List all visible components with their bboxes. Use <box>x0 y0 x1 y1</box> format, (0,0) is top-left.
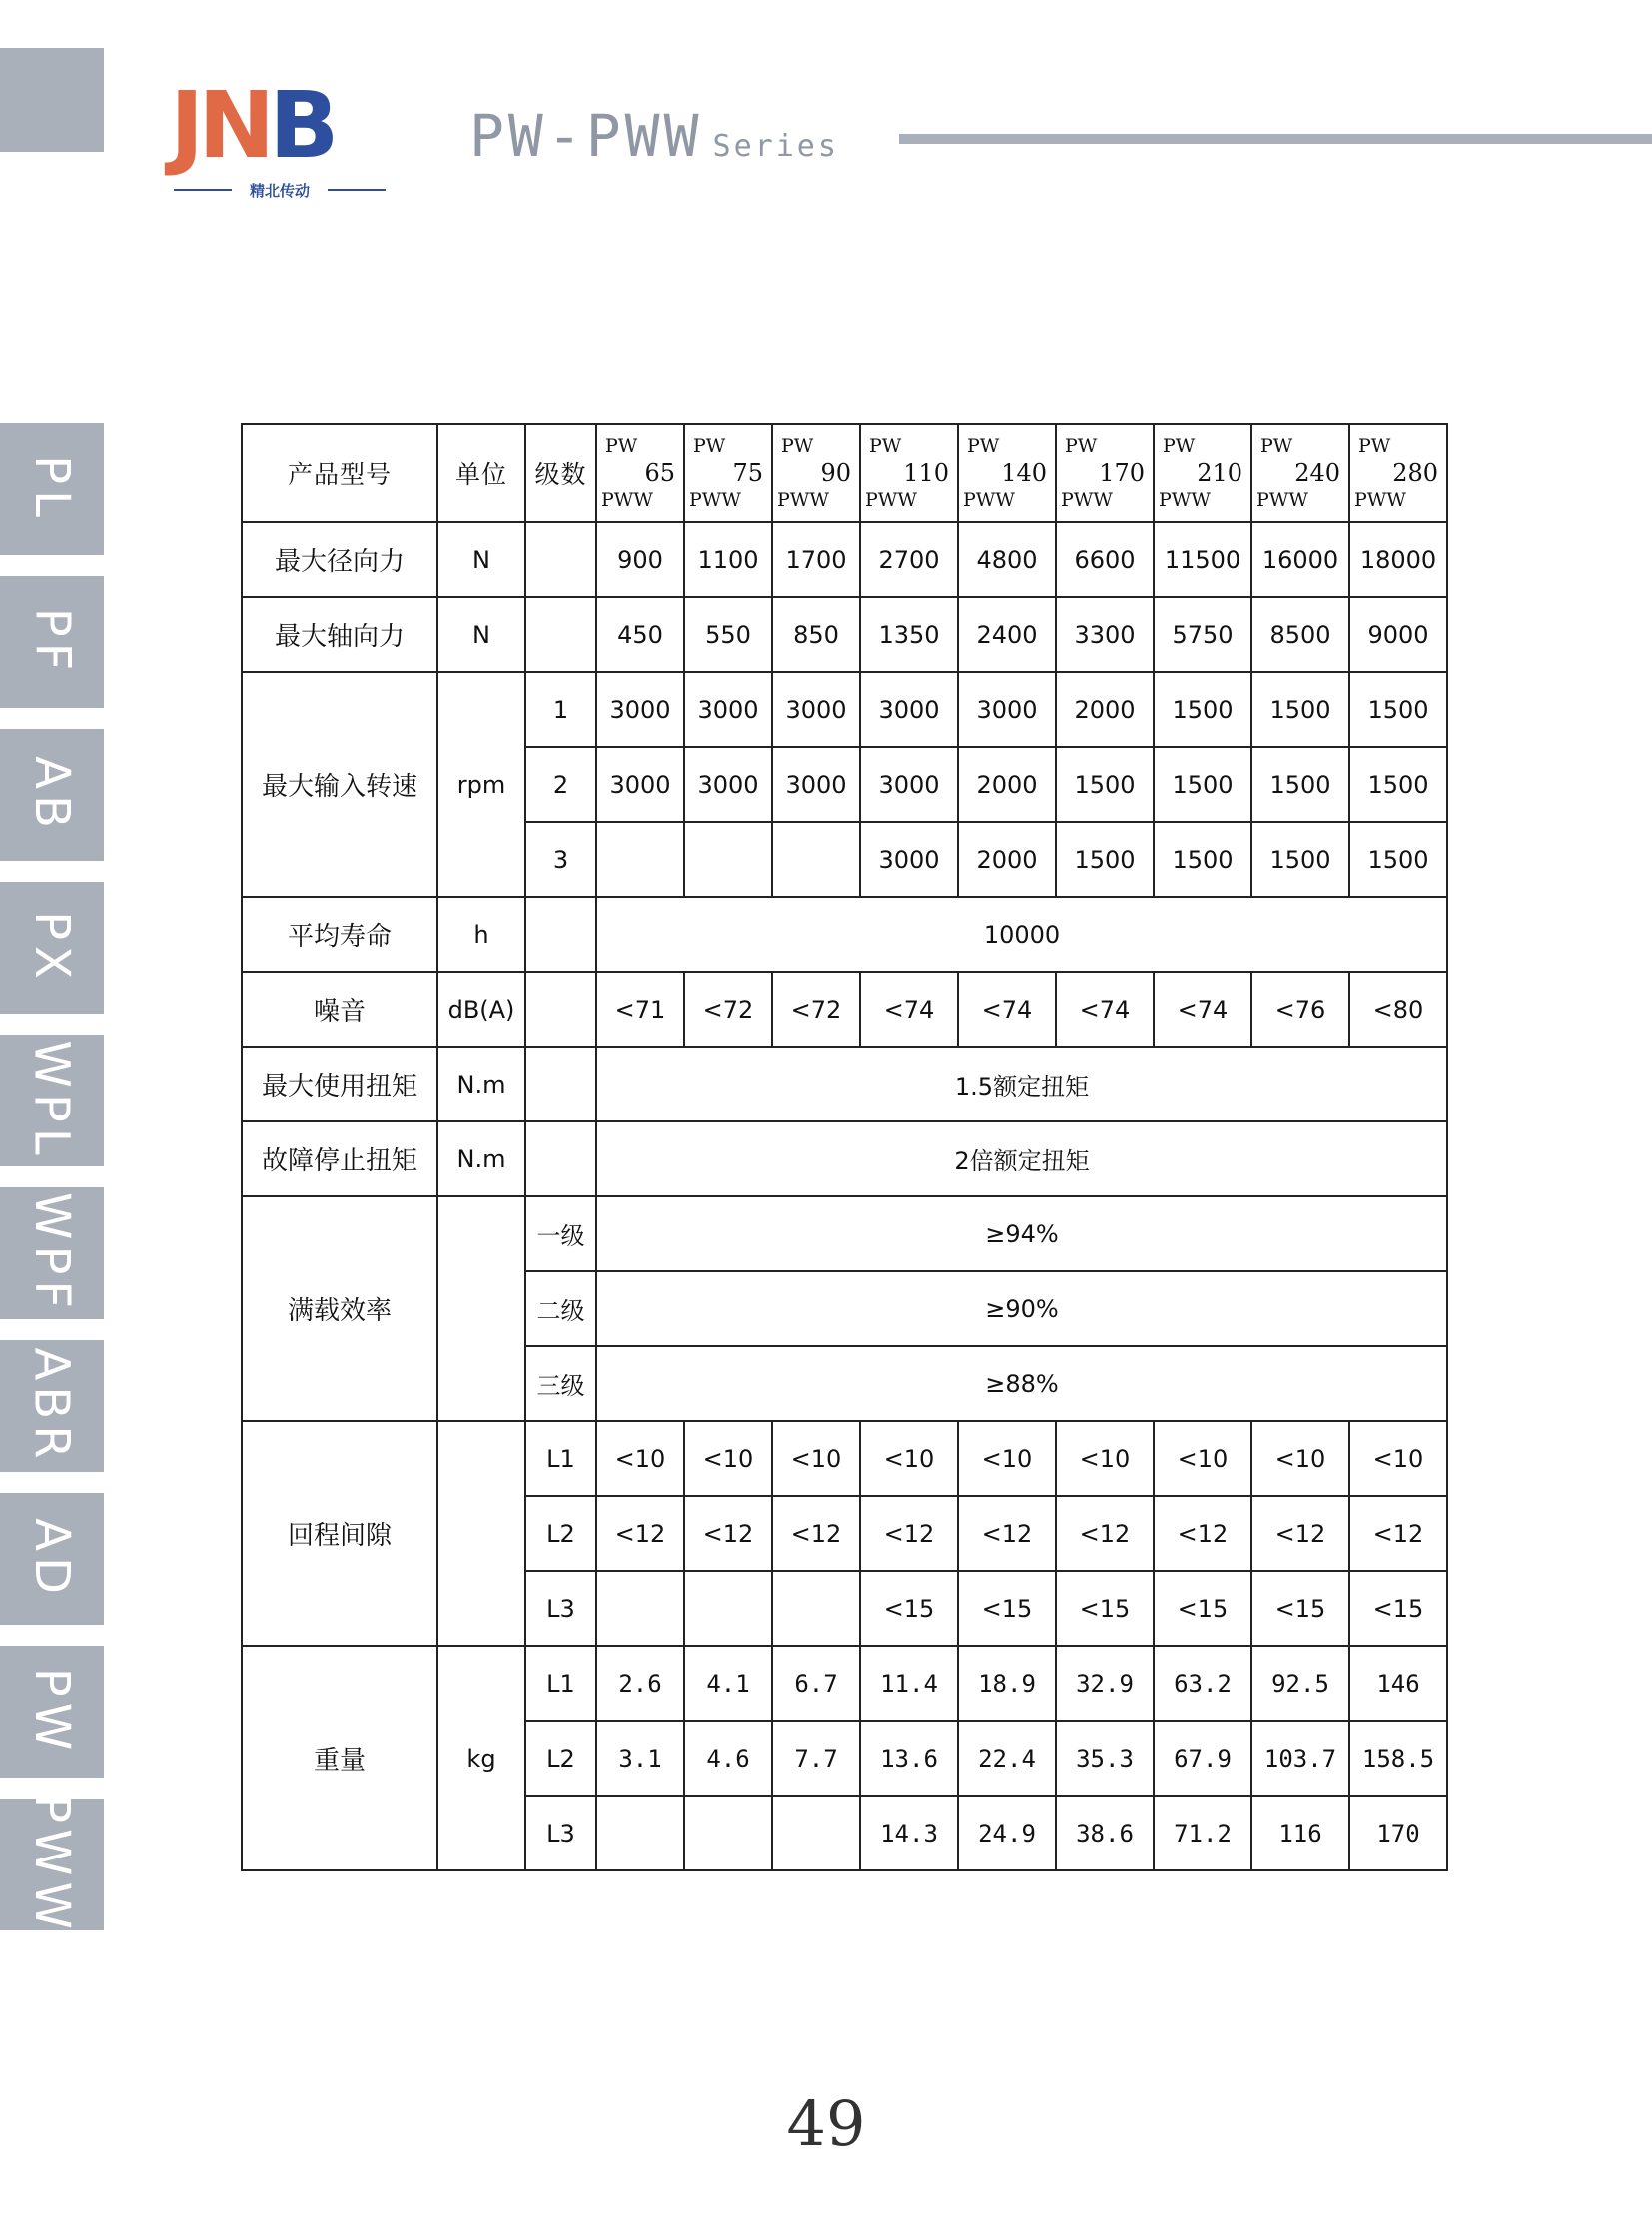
stage-cell: 1 <box>525 672 596 747</box>
value-cell: 32.9 <box>1056 1646 1154 1721</box>
value-cell: <10 <box>1154 1421 1251 1496</box>
header-model <box>1349 424 1447 522</box>
side-tab-label: PL <box>24 455 80 523</box>
header-model <box>1154 424 1251 522</box>
model-size: 90 <box>820 459 851 487</box>
value-cell: <15 <box>860 1571 958 1646</box>
header-rule <box>899 134 1652 144</box>
value-cell: <76 <box>1251 972 1349 1047</box>
max-torque-row <box>242 1047 1447 1121</box>
stage-cell: L1 <box>525 1421 596 1496</box>
value-cell: <74 <box>1056 972 1154 1047</box>
side-tab-label: AD <box>23 1518 80 1600</box>
value-cell: 1500 <box>1056 822 1154 897</box>
spec-table <box>241 423 1448 1871</box>
row-label: 回程间隙 <box>242 1421 437 1646</box>
row-label: 故障停止扭矩 <box>242 1121 437 1196</box>
backlash-row <box>242 1421 1447 1496</box>
value-cell: 2700 <box>860 522 958 597</box>
value-cell: 1500 <box>1154 822 1251 897</box>
value-cell: <71 <box>596 972 684 1047</box>
stage-cell: L2 <box>525 1496 596 1571</box>
value-cell: 3.1 <box>596 1721 684 1796</box>
stage-cell: L3 <box>525 1571 596 1646</box>
value-cell: 170 <box>1349 1796 1447 1870</box>
row-label: 最大径向力 <box>242 522 437 597</box>
logo-mark: JNB <box>170 72 334 179</box>
side-tab-pww[interactable] <box>0 1794 104 1935</box>
model-prefix-pww: PWW <box>689 489 741 511</box>
value-cell: <12 <box>1056 1496 1154 1571</box>
value-cell: <15 <box>1251 1571 1349 1646</box>
value-cell: 2400 <box>958 597 1056 672</box>
value-cell: 1500 <box>1349 822 1447 897</box>
model-prefix-pww: PWW <box>865 489 917 511</box>
row-label: 最大输入转速 <box>242 672 437 897</box>
stage-cell: 2 <box>525 747 596 822</box>
header-model <box>958 424 1056 522</box>
table-body <box>242 424 1447 1870</box>
model-prefix-pww: PWW <box>1061 489 1113 511</box>
side-tab-label: ABR <box>24 1347 80 1465</box>
value-cell: <15 <box>1154 1571 1251 1646</box>
radial-force-row <box>242 522 1447 597</box>
value-cell: 38.6 <box>1056 1796 1154 1870</box>
corner-block <box>0 48 104 152</box>
value-cell: 8500 <box>1251 597 1349 672</box>
side-tab-label: WPL <box>24 1040 80 1161</box>
row-unit: kg <box>437 1646 525 1870</box>
model-prefix-pw: PW <box>1260 435 1293 457</box>
noise-row <box>242 972 1447 1047</box>
value-cell <box>772 1796 860 1870</box>
model-prefix-pww: PWW <box>1159 489 1211 511</box>
stop-torque-row <box>242 1121 1447 1196</box>
value-cell: 1500 <box>1251 672 1349 747</box>
value-cell: 7.7 <box>772 1721 860 1796</box>
value-cell: 3000 <box>958 672 1056 747</box>
row-label: 最大轴向力 <box>242 597 437 672</box>
value-cell: 13.6 <box>860 1721 958 1796</box>
value-cell: <12 <box>596 1496 684 1571</box>
value-cell: 116 <box>1251 1796 1349 1870</box>
value-cell: <10 <box>1056 1421 1154 1496</box>
efficiency-row <box>242 1196 1447 1271</box>
value-cell: <10 <box>596 1421 684 1496</box>
model-size: 170 <box>1099 459 1145 487</box>
side-tab-label: WPF <box>24 1191 81 1315</box>
row-unit-empty <box>437 1196 525 1421</box>
value-cell: 1500 <box>1056 747 1154 822</box>
model-prefix-pww: PWW <box>1354 489 1406 511</box>
value-cell: 92.5 <box>1251 1646 1349 1721</box>
value-cell: 67.9 <box>1154 1721 1251 1796</box>
side-tab-ab[interactable] <box>0 729 104 861</box>
value-cell: 2000 <box>958 747 1056 822</box>
header-model <box>596 424 684 522</box>
side-tab-wpl[interactable] <box>0 1035 104 1166</box>
value-cell: 4800 <box>958 522 1056 597</box>
merged-value-cell: 1.5额定扭矩 <box>596 1047 1447 1121</box>
stage-cell: 二级 <box>525 1271 596 1346</box>
model-prefix-pww: PWW <box>777 489 829 511</box>
value-cell: <12 <box>860 1496 958 1571</box>
value-cell: <10 <box>1349 1421 1447 1496</box>
side-tab-label: PW <box>24 1667 80 1757</box>
merged-value-cell: 10000 <box>596 897 1447 972</box>
model-prefix-pw: PW <box>605 435 638 457</box>
stage-cell: L1 <box>525 1646 596 1721</box>
model-size: 75 <box>732 459 763 487</box>
value-cell: 850 <box>772 597 860 672</box>
merged-value-cell: ≥88% <box>596 1346 1447 1421</box>
value-cell: <12 <box>1251 1496 1349 1571</box>
value-cell: 24.9 <box>958 1796 1056 1870</box>
model-prefix-pw: PW <box>1358 435 1391 457</box>
value-cell: 18.9 <box>958 1646 1056 1721</box>
value-cell: 146 <box>1349 1646 1447 1721</box>
stage-cell: L2 <box>525 1721 596 1796</box>
side-tab-label: PF <box>24 607 80 677</box>
value-cell: <10 <box>684 1421 772 1496</box>
value-cell: <10 <box>958 1421 1056 1496</box>
value-cell: <74 <box>958 972 1056 1047</box>
row-unit: dB(A) <box>437 972 525 1047</box>
model-prefix-pww: PWW <box>601 489 653 511</box>
model-prefix-pw: PW <box>967 435 1000 457</box>
value-cell: 1100 <box>684 522 772 597</box>
value-cell: 35.3 <box>1056 1721 1154 1796</box>
value-cell <box>772 822 860 897</box>
model-size: 210 <box>1197 459 1242 487</box>
value-cell: 18000 <box>1349 522 1447 597</box>
value-cell: 63.2 <box>1154 1646 1251 1721</box>
side-tab-pw[interactable] <box>0 1646 104 1778</box>
value-cell: 1500 <box>1154 672 1251 747</box>
model-prefix-pww: PWW <box>1256 489 1308 511</box>
model-size: 280 <box>1392 459 1438 487</box>
value-cell: <12 <box>772 1496 860 1571</box>
value-cell: 16000 <box>1251 522 1349 597</box>
input-speed-row <box>242 672 1447 747</box>
row-label: 最大使用扭矩 <box>242 1047 437 1121</box>
value-cell: <72 <box>684 972 772 1047</box>
value-cell: 550 <box>684 597 772 672</box>
row-unit: N.m <box>437 1047 525 1121</box>
value-cell: 1700 <box>772 522 860 597</box>
header-model <box>772 424 860 522</box>
value-cell: 9000 <box>1349 597 1447 672</box>
value-cell: 3300 <box>1056 597 1154 672</box>
value-cell: 450 <box>596 597 684 672</box>
value-cell: 71.2 <box>1154 1796 1251 1870</box>
value-cell: 6600 <box>1056 522 1154 597</box>
value-cell: 3000 <box>860 672 958 747</box>
model-prefix-pw: PW <box>781 435 814 457</box>
header-model <box>684 424 772 522</box>
header-model <box>1251 424 1349 522</box>
merged-value-cell: ≥94% <box>596 1196 1447 1271</box>
value-cell: 11500 <box>1154 522 1251 597</box>
row-label: 平均寿命 <box>242 897 437 972</box>
model-prefix-pww: PWW <box>963 489 1015 511</box>
stage-cell: 3 <box>525 822 596 897</box>
value-cell: <74 <box>1154 972 1251 1047</box>
value-cell: 2.6 <box>596 1646 684 1721</box>
stage-cell: 三级 <box>525 1346 596 1421</box>
side-tab-abr[interactable] <box>0 1340 104 1472</box>
value-cell <box>684 1796 772 1870</box>
row-unit: N <box>437 597 525 672</box>
row-unit-empty <box>437 1421 525 1646</box>
side-tab-pf[interactable] <box>0 576 104 708</box>
header-model <box>860 424 958 522</box>
side-tab-label: AB <box>23 756 80 834</box>
row-unit: h <box>437 897 525 972</box>
value-cell: 3000 <box>684 672 772 747</box>
page-number: 49 <box>786 2087 866 2160</box>
value-cell: 103.7 <box>1251 1721 1349 1796</box>
value-cell: 22.4 <box>958 1721 1056 1796</box>
value-cell: <10 <box>860 1421 958 1496</box>
model-size: 110 <box>903 459 949 487</box>
value-cell: <72 <box>772 972 860 1047</box>
model-size: 140 <box>1001 459 1047 487</box>
row-stage-empty <box>525 972 596 1047</box>
value-cell: <10 <box>1251 1421 1349 1496</box>
value-cell: 1500 <box>1349 747 1447 822</box>
series-title <box>469 102 839 170</box>
model-prefix-pw: PW <box>1163 435 1196 457</box>
value-cell: <15 <box>1349 1571 1447 1646</box>
row-stage-empty <box>525 597 596 672</box>
header-product-model: 产品型号 <box>242 424 437 522</box>
side-tab-wpf[interactable] <box>0 1187 104 1319</box>
side-tab-ad[interactable] <box>0 1493 104 1625</box>
stage-cell: L3 <box>525 1796 596 1870</box>
value-cell <box>596 1796 684 1870</box>
value-cell: 1500 <box>1349 672 1447 747</box>
value-cell: 1500 <box>1154 747 1251 822</box>
model-prefix-pw: PW <box>869 435 902 457</box>
row-stage-empty <box>525 522 596 597</box>
value-cell: 3000 <box>860 747 958 822</box>
merged-value-cell: 2倍额定扭矩 <box>596 1121 1447 1196</box>
value-cell: 2000 <box>958 822 1056 897</box>
model-size: 65 <box>644 459 675 487</box>
value-cell: <12 <box>1349 1496 1447 1571</box>
value-cell <box>596 822 684 897</box>
value-cell <box>684 1571 772 1646</box>
row-stage-empty <box>525 1121 596 1196</box>
value-cell: 3000 <box>860 822 958 897</box>
row-unit: rpm <box>437 672 525 897</box>
merged-value-cell: ≥90% <box>596 1271 1447 1346</box>
value-cell: 4.6 <box>684 1721 772 1796</box>
value-cell <box>596 1571 684 1646</box>
value-cell: 3000 <box>772 672 860 747</box>
value-cell: 11.4 <box>860 1646 958 1721</box>
average-life-row <box>242 897 1447 972</box>
value-cell: <10 <box>772 1421 860 1496</box>
brand-logo <box>170 72 400 200</box>
model-size: 240 <box>1294 459 1340 487</box>
header-unit: 单位 <box>437 424 525 522</box>
model-prefix-pw: PW <box>693 435 726 457</box>
side-tab-label: PX <box>23 911 80 985</box>
header-row <box>242 424 1447 522</box>
value-cell: 900 <box>596 522 684 597</box>
axial-force-row <box>242 597 1447 672</box>
value-cell: 3000 <box>684 747 772 822</box>
value-cell: 158.5 <box>1349 1721 1447 1796</box>
value-cell <box>772 1571 860 1646</box>
value-cell <box>684 822 772 897</box>
value-cell: 4.1 <box>684 1646 772 1721</box>
header-stage: 级数 <box>525 424 596 522</box>
value-cell: 1500 <box>1251 747 1349 822</box>
row-stage-empty <box>525 1047 596 1121</box>
side-tab-px[interactable] <box>0 882 104 1014</box>
model-prefix-pw: PW <box>1065 435 1098 457</box>
value-cell: 1500 <box>1251 822 1349 897</box>
row-label: 重量 <box>242 1646 437 1870</box>
logo-cn-text: 精北传动 <box>170 180 390 201</box>
row-label: 满载效率 <box>242 1196 437 1421</box>
value-cell: 1350 <box>860 597 958 672</box>
value-cell: <12 <box>684 1496 772 1571</box>
value-cell: 3000 <box>772 747 860 822</box>
side-tab-pl[interactable] <box>0 423 104 555</box>
stage-cell: 一级 <box>525 1196 596 1271</box>
value-cell: 14.3 <box>860 1796 958 1870</box>
row-label: 噪音 <box>242 972 437 1047</box>
value-cell: <80 <box>1349 972 1447 1047</box>
side-tab-label: PWW <box>24 1794 80 1935</box>
row-unit: N.m <box>437 1121 525 1196</box>
value-cell: 2000 <box>1056 672 1154 747</box>
series-name: PW-PWW <box>469 102 703 170</box>
value-cell: <15 <box>1056 1571 1154 1646</box>
value-cell: <12 <box>958 1496 1056 1571</box>
value-cell: <15 <box>958 1571 1056 1646</box>
value-cell: 3000 <box>596 672 684 747</box>
row-stage-empty <box>525 897 596 972</box>
value-cell: 5750 <box>1154 597 1251 672</box>
value-cell: 6.7 <box>772 1646 860 1721</box>
row-unit: N <box>437 522 525 597</box>
value-cell: 3000 <box>596 747 684 822</box>
weight-row <box>242 1646 1447 1721</box>
series-suffix: Series <box>712 129 839 164</box>
value-cell: <74 <box>860 972 958 1047</box>
value-cell: <12 <box>1154 1496 1251 1571</box>
header-model <box>1056 424 1154 522</box>
